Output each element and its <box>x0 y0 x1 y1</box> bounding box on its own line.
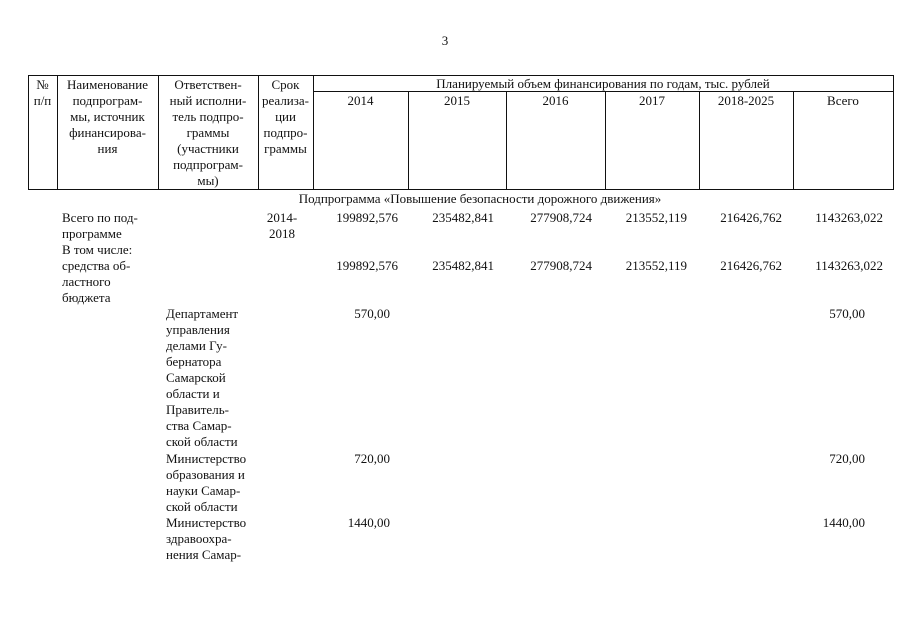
row-regional-sum: 1143263,022 <box>815 258 883 273</box>
row-ministry-education-sum: 720,00 <box>829 451 865 466</box>
header-term: Срок реализа- ции подпро- граммы <box>262 77 309 156</box>
header-year-2017: 2017 <box>639 93 665 108</box>
row-total-name: Всего по под- программе В том числе: <box>62 210 138 257</box>
header-year-2016: 2016 <box>542 93 569 108</box>
row-dept-governor-sum: 570,00 <box>829 306 865 321</box>
header-total: Всего <box>827 93 859 108</box>
row-regional-2016: 277908,724 <box>530 258 592 273</box>
header-num: № п/п <box>33 77 52 108</box>
row-ministry-education-2014: 720,00 <box>354 451 390 466</box>
row-ministry-education-executor: Министерство образования и науки Самар- ской области <box>166 451 247 514</box>
row-regional-2014: 199892,576 <box>336 258 398 273</box>
header-funding: Планируемый объем финансирования по годам, тыс. рублей <box>436 76 770 91</box>
header-name: Наименование подпрограм- мы, источник финансирова- ния <box>67 77 148 156</box>
row-total-2014: 199892,576 <box>336 210 398 225</box>
row-ministry-health-2014: 1440,00 <box>347 515 390 530</box>
page-number: 3 <box>441 33 449 48</box>
header-year-2014: 2014 <box>347 93 374 108</box>
row-total-2017: 213552,119 <box>625 210 687 225</box>
header-executor: Ответствен- ный исполни- тель подпро- граммы (участники подпрограм- мы) <box>169 77 247 188</box>
header-year-2015: 2015 <box>444 93 470 108</box>
row-total-2016: 277908,724 <box>530 210 592 225</box>
row-total-term: 2014- 2018 <box>266 210 298 241</box>
row-total-2015: 235482,841 <box>432 210 494 225</box>
header-year-2018-2025: 2018-2025 <box>717 93 775 108</box>
row-regional-2017: 213552,119 <box>625 258 687 273</box>
row-ministry-health-sum: 1440,00 <box>822 515 865 530</box>
row-total-2018-2025: 216426,762 <box>720 210 782 225</box>
row-dept-governor-2014: 570,00 <box>354 306 390 321</box>
row-ministry-health-executor: Министерство здравоохра- нения Самар- <box>166 515 247 562</box>
row-regional-name: средства об- ластного бюджета <box>62 258 131 305</box>
row-dept-governor-executor: Департамент управления делами Гу- бернатора Самарской области и Правитель- ства Самар- ской области <box>166 306 239 449</box>
row-regional-2015: 235482,841 <box>432 258 494 273</box>
subprogram-title: Подпрограмма «Повышение безопасности дорожного движения» <box>298 191 662 206</box>
row-total-sum: 1143263,022 <box>815 210 883 225</box>
row-regional-2018-2025: 216426,762 <box>720 258 782 273</box>
